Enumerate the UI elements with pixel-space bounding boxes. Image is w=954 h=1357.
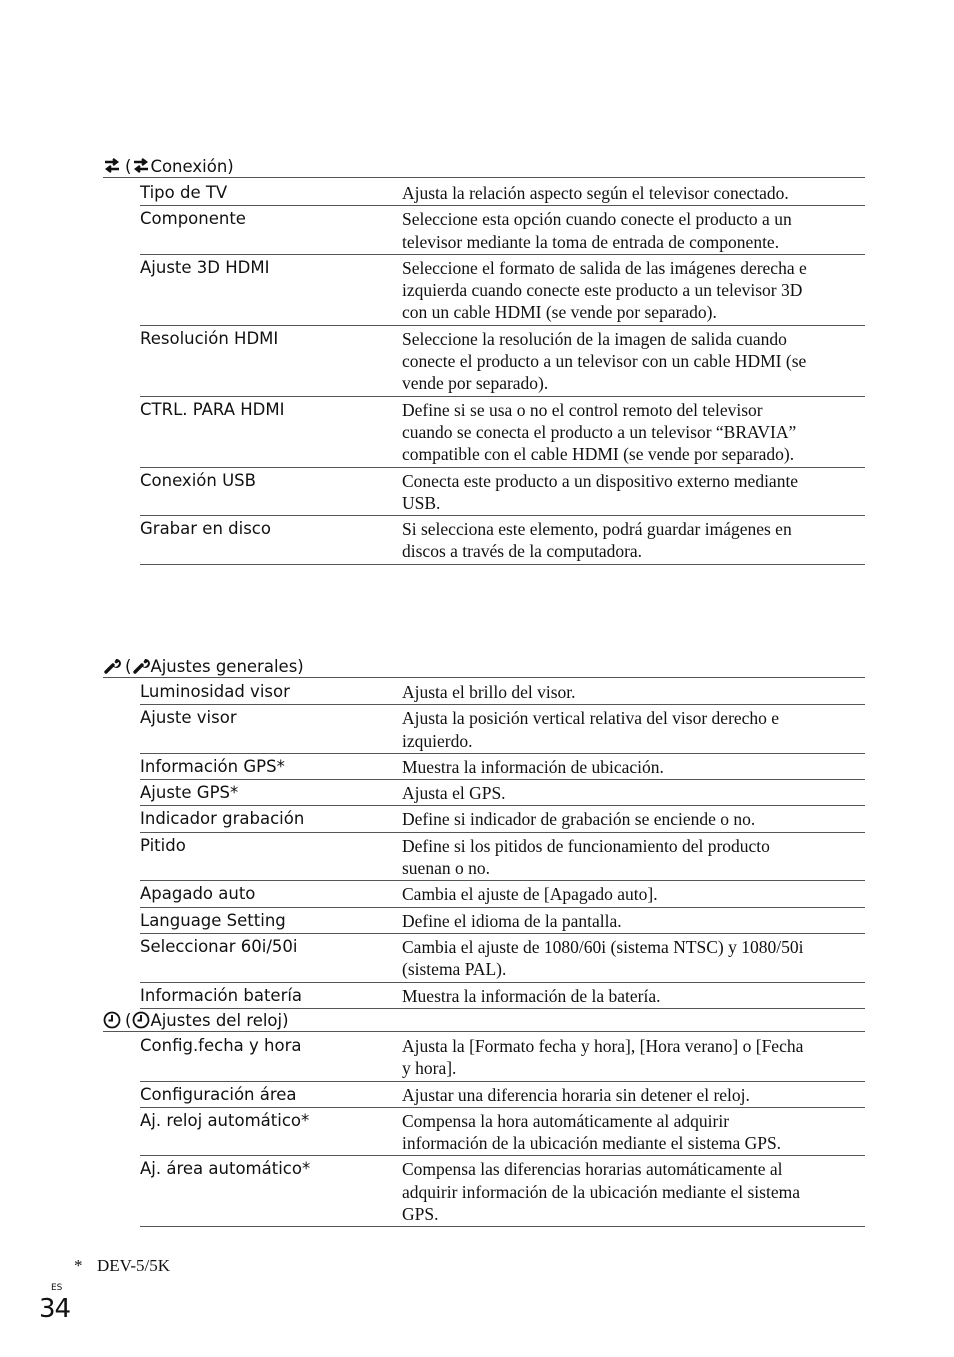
- wrench-icon: [132, 657, 150, 675]
- setting-name: Tipo de TV: [140, 183, 228, 202]
- settings-table-ajustes-generales: [140, 679, 865, 1009]
- setting-description: Define si indicador de grabación se enciende o no.: [402, 809, 756, 830]
- setting-description: Ajusta la relación aspecto según el televisor conectado.: [402, 183, 789, 203]
- setting-name: Seleccionar 60i/50i: [140, 936, 298, 956]
- section-header-ajustes-del-reloj: ( Ajustes del reloj): [103, 1011, 865, 1032]
- footnote-text: DEV-5/5K: [97, 1256, 171, 1275]
- setting-description: Seleccione esta opción cuando conecte el producto a un televisor mediante la toma de entrada de componente.: [402, 209, 792, 252]
- table-row: [140, 326, 865, 397]
- setting-name: Aj. reloj automático*: [140, 1110, 310, 1130]
- section-header-conexion: ( Conexión): [103, 157, 865, 178]
- table-row: [140, 468, 865, 517]
- setting-name: Componente: [140, 209, 246, 229]
- section-title: Ajustes del reloj: [150, 1011, 283, 1030]
- setting-name: Ajuste GPS*: [140, 783, 239, 803]
- setting-name: Grabar en disco: [140, 519, 271, 539]
- settings-table-conexion: [140, 180, 865, 565]
- setting-name: Resolución HDMI: [140, 328, 279, 348]
- setting-description: Cambia el ajuste de 1080/60i (sistema NTSC) y 1080/50i (sistema PAL).: [402, 936, 804, 980]
- footnote: [74, 1256, 170, 1276]
- setting-name: Indicador grabación: [140, 809, 305, 829]
- table-row: [140, 516, 865, 565]
- setting-description: Compensa la hora automáticamente al adquirir información de la ubicación mediante el sistema GPS.: [402, 1110, 782, 1154]
- section-header-ajustes-generales: ( Ajustes generales): [103, 657, 865, 678]
- setting-name: Luminosidad visor: [140, 682, 290, 701]
- setting-name: Ajuste visor: [140, 708, 237, 728]
- setting-description: Cambia el ajuste de [Apagado auto].: [402, 884, 658, 905]
- setting-description: Ajusta el brillo del visor.: [402, 682, 576, 702]
- setting-description: Ajusta la posición vertical relativa del visor derecho e izquierdo.: [402, 708, 780, 751]
- table-row: [140, 934, 865, 983]
- table-row: [140, 679, 865, 705]
- setting-name: Aj. área automático*: [140, 1159, 311, 1179]
- setting-name: Ajuste 3D HDMI: [140, 257, 270, 277]
- setting-name: Conexión USB: [140, 470, 256, 490]
- setting-name: Language Setting: [140, 910, 286, 930]
- table-row: [140, 754, 865, 780]
- page-number: 34: [39, 1294, 71, 1324]
- setting-description: Muestra la información de ubicación.: [402, 756, 664, 777]
- clock-icon: [132, 1011, 150, 1029]
- setting-name: Apagado auto: [140, 884, 256, 904]
- table-row: [140, 397, 865, 468]
- settings-table-ajustes-del-reloj: [140, 1033, 865, 1227]
- clock-icon: [103, 1011, 121, 1029]
- connection-arrows-icon: [103, 157, 121, 175]
- table-row: [140, 780, 865, 806]
- table-row: [140, 206, 865, 255]
- setting-description: Seleccione el formato de salida de las imágenes derecha e izquierda cuando conecte este producto a un televisor 3D con un cable HDMI (se vende por separado).: [402, 257, 807, 323]
- setting-name: Configuración área: [140, 1084, 297, 1104]
- setting-name: CTRL. PARA HDMI: [140, 399, 285, 419]
- table-row: [140, 180, 865, 206]
- setting-description: Compensa las diferencias horarias automáticamente al adquirir información de la ubicación mediante el sistema GPS.: [402, 1159, 800, 1225]
- table-row: [140, 983, 865, 1009]
- setting-description: Conecta este producto a un dispositivo externo mediante USB.: [402, 470, 799, 513]
- table-row: [140, 1156, 865, 1227]
- setting-name: Pitido: [140, 835, 186, 855]
- table-row: [140, 1033, 865, 1082]
- setting-description: Seleccione la resolución de la imagen de salida cuando conecte el producto a un televisor con un cable HDMI (se vende por separado).: [402, 328, 807, 394]
- table-row: [140, 1082, 865, 1108]
- section-title: Conexión: [150, 157, 228, 176]
- setting-name: Config.fecha y hora: [140, 1036, 302, 1055]
- setting-name: Información batería: [140, 985, 303, 1005]
- table-row: [140, 833, 865, 882]
- section-title: Ajustes generales: [150, 657, 298, 676]
- setting-description: Si selecciona este elemento, podrá guardar imágenes en discos a través de la computadora.: [402, 519, 792, 562]
- setting-description: Ajustar una diferencia horaria sin detener el reloj.: [402, 1084, 750, 1105]
- table-row: [140, 1108, 865, 1157]
- setting-description: Define si los pitidos de funcionamiento del producto suenan o no.: [402, 835, 770, 879]
- table-row: [140, 806, 865, 832]
- footnote-marker: *: [74, 1256, 83, 1275]
- setting-description: Define si se usa o no el control remoto del televisor cuando se conecta el producto a un televisor “BRAVIA” compatible con el cable HDMI (se vende por separado).: [402, 399, 797, 465]
- setting-description: Define el idioma de la pantalla.: [402, 910, 622, 931]
- setting-description: Muestra la información de la batería.: [402, 985, 661, 1006]
- page-language-code: ES: [51, 1283, 63, 1293]
- setting-name: Información GPS*: [140, 756, 285, 776]
- setting-description: Ajusta el GPS.: [402, 783, 506, 804]
- connection-arrows-icon: [132, 157, 150, 175]
- table-row: [140, 255, 865, 326]
- setting-description: Ajusta la [Formato fecha y hora], [Hora verano] o [Fecha y hora].: [402, 1036, 804, 1079]
- wrench-icon: [103, 657, 121, 675]
- table-row: [140, 705, 865, 754]
- table-row: [140, 881, 865, 907]
- table-row: [140, 908, 865, 934]
